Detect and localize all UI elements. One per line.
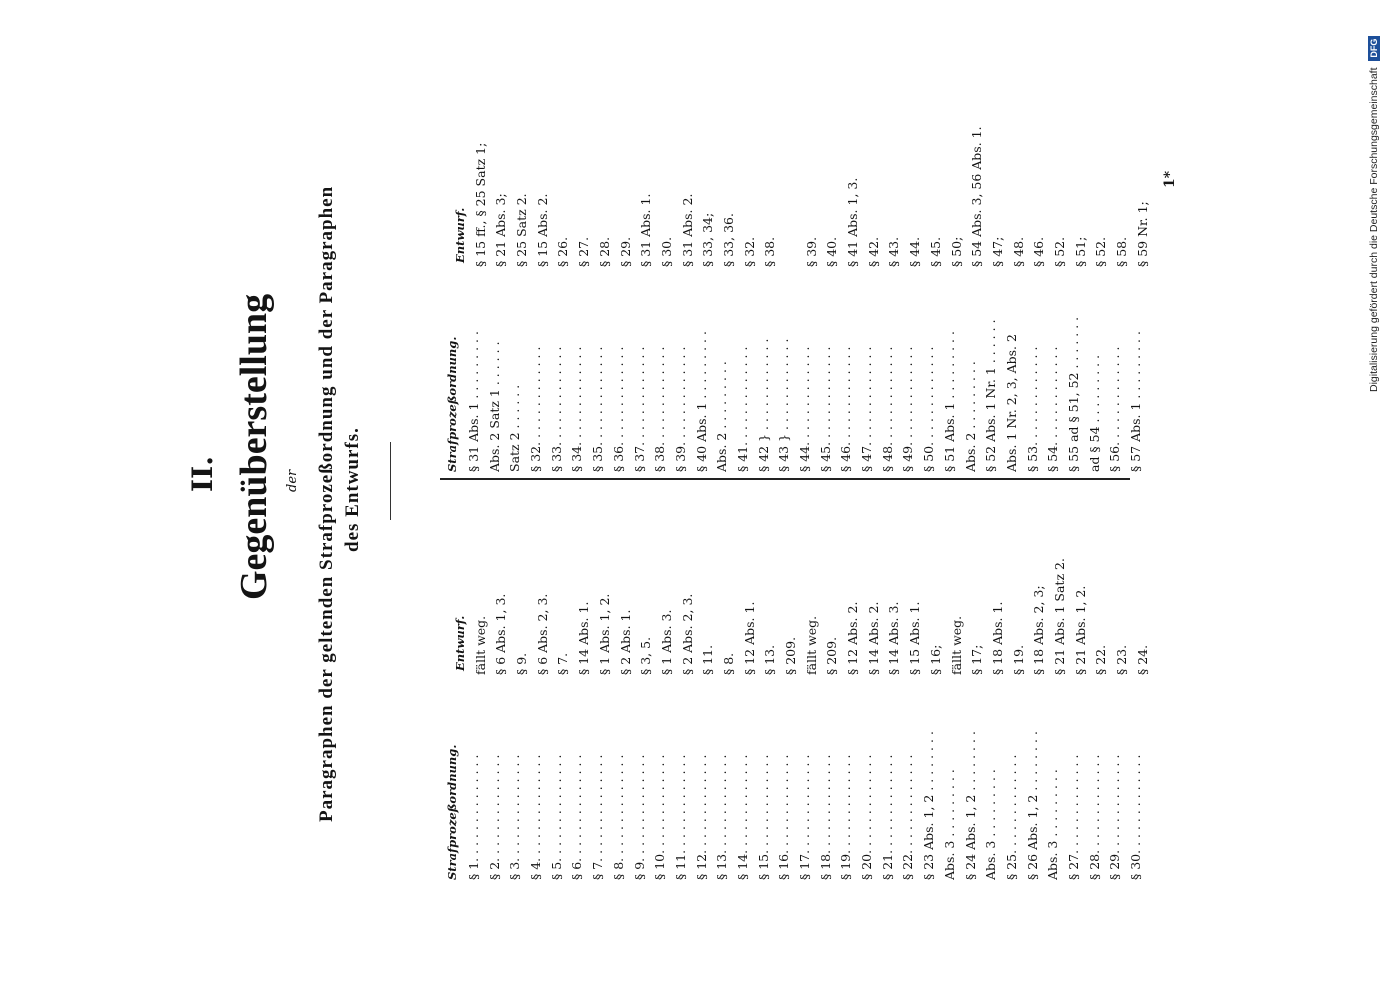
row-strafprozessordnung-ref: § 49. . . . . . . . . . . . . bbox=[900, 346, 916, 472]
row-strafprozessordnung-ref: § 11. . . . . . . . . . . . . bbox=[672, 754, 688, 880]
table-row bbox=[1064, 480, 1088, 880]
table-row bbox=[650, 480, 674, 880]
table-row bbox=[1064, 120, 1088, 472]
row-strafprozessordnung-ref: § 32. . . . . . . . . . . . . bbox=[528, 346, 544, 472]
table-header-row bbox=[440, 480, 467, 880]
row-entwurf-ref: fällt weg. bbox=[803, 615, 819, 675]
section-number: II. bbox=[186, 456, 219, 492]
column-divider bbox=[440, 479, 1130, 481]
row-entwurf-ref: § 50; bbox=[948, 236, 964, 267]
title-rule bbox=[390, 442, 391, 520]
row-entwurf-ref: § 14 Abs. 2. bbox=[865, 601, 881, 675]
digitization-text: Digitalisierung gefördert durch die Deutsche Forschungsgemeinschaft bbox=[1368, 67, 1380, 392]
table-row bbox=[1023, 120, 1047, 472]
row-strafprozessordnung-ref: § 40 Abs. 1 . . . . . . . . . bbox=[693, 331, 709, 472]
row-entwurf-ref: § 59 Nr. 1; bbox=[1134, 201, 1150, 267]
table-row bbox=[1126, 120, 1150, 472]
row-strafprozessordnung-ref: § 52 Abs. 1 Nr. 1 . . . . . . bbox=[983, 319, 999, 472]
table-row bbox=[712, 480, 736, 880]
row-strafprozessordnung-ref: Abs. 2 . . . . . . . . . bbox=[962, 361, 978, 472]
row-strafprozessordnung-ref: § 8. . . . . . . . . . . . . . bbox=[610, 754, 626, 880]
row-entwurf-ref: § 39. bbox=[803, 236, 819, 267]
table-row bbox=[526, 480, 550, 880]
row-entwurf-ref: § 52. bbox=[1093, 236, 1109, 267]
table-row bbox=[630, 120, 654, 472]
row-entwurf-ref: § 8. bbox=[720, 652, 736, 675]
row-entwurf-ref: § 58. bbox=[1114, 236, 1130, 267]
table-row bbox=[1105, 480, 1130, 880]
table-row bbox=[878, 120, 902, 472]
row-entwurf-ref: § 21 Abs. 1, 2. bbox=[1072, 585, 1088, 675]
row-strafprozessordnung-ref: Satz 2 . . . . . . bbox=[507, 384, 523, 472]
table-row bbox=[1126, 480, 1150, 880]
row-strafprozessordnung-ref: § 45. . . . . . . . . . . . . bbox=[817, 346, 833, 472]
row-strafprozessordnung-ref: § 15. . . . . . . . . . . . . bbox=[755, 754, 771, 880]
row-entwurf-ref: § 3, 5. bbox=[638, 636, 654, 675]
table-row bbox=[609, 120, 633, 472]
row-strafprozessordnung-ref: § 56. . . . . . . . . . . . . bbox=[1107, 346, 1123, 472]
row-strafprozessordnung-ref: § 29. . . . . . . . . . . . . bbox=[1107, 754, 1123, 880]
row-entwurf-ref: § 38. bbox=[762, 236, 778, 267]
table-row bbox=[836, 120, 861, 472]
title-connector: der bbox=[285, 469, 300, 492]
header-strafprozessordnung: Strafprozeßordnung. bbox=[445, 336, 459, 472]
table-row bbox=[650, 120, 674, 472]
row-strafprozessordnung-ref: § 10. . . . . . . . . . . . . bbox=[652, 754, 668, 880]
row-entwurf-ref: § 14 Abs. 3. bbox=[886, 601, 902, 675]
table-row bbox=[774, 480, 799, 880]
row-strafprozessordnung-ref: ad § 54 . . . . . . . . . bbox=[1086, 354, 1102, 472]
row-strafprozessordnung-ref: § 31 Abs. 1 . . . . . . . . . bbox=[466, 331, 481, 472]
table-row bbox=[733, 120, 757, 472]
row-strafprozessordnung-ref: § 47. . . . . . . . . . . . . bbox=[859, 346, 875, 472]
row-strafprozessordnung-ref: § 9. . . . . . . . . . . . . . bbox=[631, 754, 647, 880]
table-row bbox=[795, 120, 819, 472]
table-column-group-left bbox=[440, 480, 1150, 880]
row-entwurf-ref: § 25 Satz 2. bbox=[514, 193, 530, 267]
table-row bbox=[816, 480, 840, 880]
row-entwurf-ref: § 48. bbox=[1010, 236, 1026, 267]
row-entwurf-ref: § 42. bbox=[865, 236, 881, 267]
row-strafprozessordnung-ref: § 12. . . . . . . . . . . . . bbox=[693, 754, 709, 880]
header-strafprozessordnung: Strafprozeßordnung. bbox=[445, 744, 459, 880]
row-strafprozessordnung-ref: § 44. . . . . . . . . . . . . bbox=[797, 346, 812, 472]
table-column-group-right bbox=[440, 120, 1150, 472]
row-strafprozessordnung-ref: § 42 } . . . . . . . . . . . . bbox=[755, 338, 771, 472]
row-strafprozessordnung-ref: § 55 ad § 51, 52 . . . . . . . bbox=[1065, 316, 1081, 472]
left-rows bbox=[464, 480, 1150, 880]
row-entwurf-ref: § 23. bbox=[1114, 644, 1130, 675]
table-row bbox=[630, 480, 654, 880]
row-strafprozessordnung-ref: § 21. . . . . . . . . . . . . bbox=[879, 754, 895, 880]
row-entwurf-ref: § 27. bbox=[576, 236, 592, 267]
row-entwurf-ref: § 44. bbox=[907, 236, 923, 267]
row-entwurf-ref: § 51; bbox=[1072, 236, 1088, 267]
row-strafprozessordnung-ref: § 50. . . . . . . . . . . . . bbox=[921, 346, 937, 472]
row-entwurf-ref: § 31 Abs. 2. bbox=[679, 193, 695, 267]
page-title: Gegenüberstellung bbox=[233, 293, 275, 600]
table-row bbox=[567, 480, 592, 880]
table-header-row bbox=[440, 120, 467, 472]
row-entwurf-ref: § 209. bbox=[824, 636, 840, 675]
table-row bbox=[961, 120, 985, 472]
row-entwurf-ref: § 33, 34; bbox=[700, 212, 716, 267]
row-strafprozessordnung-ref: Abs. 3 . . . . . . . . . bbox=[941, 769, 957, 880]
header-entwurf: Entwurf. bbox=[453, 207, 467, 263]
row-entwurf-ref: § 32. bbox=[741, 236, 757, 267]
row-strafprozessordnung-ref: § 48. . . . . . . . . . . . . bbox=[879, 346, 895, 472]
table-row bbox=[754, 120, 778, 472]
row-entwurf-ref: § 28. bbox=[596, 236, 612, 267]
table-row bbox=[836, 480, 861, 880]
table-row bbox=[981, 480, 1005, 880]
row-entwurf-ref: § 46. bbox=[1031, 236, 1047, 267]
row-strafprozessordnung-ref: § 33. . . . . . . . . . . . . bbox=[548, 346, 564, 472]
table-row bbox=[547, 120, 571, 472]
row-strafprozessordnung-ref: § 53. . . . . . . . . . . . . bbox=[1024, 346, 1040, 472]
row-entwurf-ref: § 12 Abs. 1. bbox=[741, 601, 757, 675]
table-row bbox=[671, 120, 695, 472]
table-row bbox=[795, 480, 819, 880]
row-strafprozessordnung-ref: § 37. . . . . . . . . . . . . bbox=[631, 346, 647, 472]
row-entwurf-ref: § 11. bbox=[700, 644, 716, 675]
table-row bbox=[857, 120, 881, 472]
row-strafprozessordnung-ref: § 39. . . . . . . . . . . . . bbox=[672, 346, 688, 472]
row-entwurf-ref: § 13. bbox=[762, 644, 778, 675]
row-entwurf-ref: § 29. bbox=[617, 236, 633, 267]
table-row bbox=[919, 120, 943, 472]
header-entwurf: Entwurf. bbox=[453, 615, 467, 671]
table-row bbox=[919, 480, 943, 880]
table-row bbox=[1085, 480, 1109, 880]
subtitle-line-2: des Entwurfs. bbox=[342, 427, 363, 552]
row-strafprozessordnung-ref: § 28. . . . . . . . . . . . . bbox=[1086, 754, 1102, 880]
row-entwurf-ref: § 6 Abs. 2, 3. bbox=[534, 593, 550, 675]
row-entwurf-ref: § 22. bbox=[1093, 644, 1109, 675]
row-strafprozessordnung-ref: § 22. . . . . . . . . . . . . bbox=[900, 754, 916, 880]
row-strafprozessordnung-ref: Abs. 3 . . . . . . . . . bbox=[1045, 769, 1061, 880]
row-strafprozessordnung-ref: § 46. . . . . . . . . . . . . bbox=[838, 346, 854, 472]
table-row bbox=[878, 480, 902, 880]
row-entwurf-ref: § 2 Abs. 1. bbox=[617, 609, 633, 675]
row-strafprozessordnung-ref: § 6. . . . . . . . . . . . . . bbox=[569, 754, 585, 880]
row-entwurf-ref: § 33, 36. bbox=[720, 213, 736, 267]
row-strafprozessordnung-ref: § 18. . . . . . . . . . . . . bbox=[817, 754, 833, 880]
row-entwurf-ref: § 12 Abs. 2. bbox=[845, 601, 861, 675]
row-entwurf-ref: § 16; bbox=[927, 644, 943, 675]
row-entwurf-ref: § 31 Abs. 1. bbox=[638, 193, 654, 267]
subtitle-line-1: Paragraphen der geltenden Strafprozeßordnung und der Paragraphen bbox=[316, 185, 337, 822]
right-rows bbox=[464, 120, 1150, 472]
row-strafprozessordnung-ref: § 57 Abs. 1 . . . . . . . . . bbox=[1128, 331, 1143, 472]
row-entwurf-ref: § 52. bbox=[1051, 236, 1067, 267]
row-entwurf-ref: § 1 Abs. 1, 2. bbox=[596, 593, 612, 675]
table-row bbox=[898, 120, 923, 472]
table-row bbox=[692, 480, 716, 880]
table-row bbox=[692, 120, 716, 472]
row-strafprozessordnung-ref: § 36. . . . . . . . . . . . . bbox=[610, 346, 626, 472]
row-entwurf-ref: § 26. bbox=[555, 236, 571, 267]
table-row bbox=[526, 120, 550, 472]
row-strafprozessordnung-ref: § 3. . . . . . . . . . . . . . bbox=[507, 754, 523, 880]
table-row bbox=[464, 120, 488, 472]
table-row bbox=[940, 480, 964, 880]
table-row bbox=[1043, 120, 1067, 472]
table-row bbox=[981, 120, 1005, 472]
row-strafprozessordnung-ref: Abs. 1 Nr. 2, 3, Abs. 2 bbox=[1003, 334, 1019, 472]
table-row bbox=[754, 480, 778, 880]
row-entwurf-ref: § 30. bbox=[658, 236, 674, 267]
row-strafprozessordnung-ref: § 54. . . . . . . . . . . . . bbox=[1045, 346, 1061, 472]
table-row bbox=[1002, 120, 1026, 472]
table-row bbox=[588, 120, 612, 472]
row-entwurf-ref: § 41 Abs. 1, 3. bbox=[845, 177, 861, 267]
row-entwurf-ref: § 15 ff., § 25 Satz 1; bbox=[472, 142, 488, 267]
table-row bbox=[733, 480, 757, 880]
digitization-note bbox=[1368, 36, 1380, 392]
table-row bbox=[712, 120, 736, 472]
row-entwurf-ref: § 54 Abs. 3, 56 Abs. 1. bbox=[969, 126, 985, 267]
row-entwurf-ref: § 17; bbox=[969, 644, 985, 675]
row-entwurf-ref: § 209. bbox=[783, 636, 799, 675]
row-entwurf-ref: fällt weg. bbox=[948, 615, 964, 675]
row-strafprozessordnung-ref: § 34. . . . . . . . . . . . . bbox=[569, 346, 585, 472]
row-strafprozessordnung-ref: § 19. . . . . . . . . . . . . bbox=[838, 754, 854, 880]
row-strafprozessordnung-ref: Abs. 2 . . . . . . . . . bbox=[714, 361, 730, 472]
table-row bbox=[1085, 120, 1109, 472]
table-row bbox=[567, 120, 592, 472]
table-row bbox=[1002, 480, 1026, 880]
table-row bbox=[816, 120, 840, 472]
table-row bbox=[961, 480, 985, 880]
table-row bbox=[671, 480, 695, 880]
table-row bbox=[1105, 120, 1130, 472]
row-strafprozessordnung-ref: § 25. . . . . . . . . . . . . bbox=[1003, 754, 1019, 880]
row-strafprozessordnung-ref: § 30. . . . . . . . . . . . . bbox=[1128, 754, 1143, 880]
table-row bbox=[857, 480, 881, 880]
dfg-logo-badge: DFG bbox=[1368, 36, 1380, 61]
row-strafprozessordnung-ref: § 43 } . . . . . . . . . . . . bbox=[776, 338, 792, 472]
row-strafprozessordnung-ref: § 16. . . . . . . . . . . . . bbox=[776, 754, 792, 880]
table-row bbox=[609, 480, 633, 880]
row-strafprozessordnung-ref: § 51 Abs. 1 . . . . . . . . . bbox=[941, 331, 957, 472]
row-entwurf-ref: § 24. bbox=[1134, 644, 1150, 675]
row-strafprozessordnung-ref: § 26 Abs. 1, 2 . . . . . . . . bbox=[1024, 731, 1040, 880]
row-strafprozessordnung-ref: § 5. . . . . . . . . . . . . . bbox=[548, 754, 564, 880]
row-strafprozessordnung-ref: § 17. . . . . . . . . . . . . bbox=[797, 754, 812, 880]
table-row bbox=[774, 120, 795, 472]
row-strafprozessordnung-ref: § 41. . . . . . . . . . . . . bbox=[734, 346, 750, 472]
row-entwurf-ref: § 1 Abs. 3. bbox=[658, 609, 674, 675]
row-strafprozessordnung-ref: § 7. . . . . . . . . . . . . . bbox=[590, 754, 606, 880]
table-row bbox=[547, 480, 571, 880]
row-strafprozessordnung-ref: § 14. . . . . . . . . . . . . bbox=[734, 754, 750, 880]
table-row bbox=[898, 480, 923, 880]
row-entwurf-ref: § 43. bbox=[886, 236, 902, 267]
page-mark: 1* bbox=[1162, 170, 1178, 188]
row-entwurf-ref: fällt weg. bbox=[472, 615, 488, 675]
row-entwurf-ref: § 40. bbox=[824, 236, 840, 267]
row-entwurf-ref: § 19. bbox=[1010, 644, 1026, 675]
table-row bbox=[1043, 480, 1067, 880]
row-strafprozessordnung-ref: § 38. . . . . . . . . . . . . bbox=[652, 346, 668, 472]
table-row bbox=[464, 480, 488, 880]
row-entwurf-ref: § 2 Abs. 2, 3. bbox=[679, 593, 695, 675]
row-strafprozessordnung-ref: § 24 Abs. 1, 2 . . . . . . . . bbox=[962, 731, 978, 880]
row-entwurf-ref: § 15 Abs. 2. bbox=[534, 193, 550, 267]
row-entwurf-ref: § 7. bbox=[555, 652, 571, 675]
table-row bbox=[485, 480, 509, 880]
row-strafprozessordnung-ref: § 23 Abs. 1, 2 . . . . . . . . bbox=[921, 731, 937, 880]
row-strafprozessordnung-ref: § 35. . . . . . . . . . . . . bbox=[590, 346, 606, 472]
row-entwurf-ref: § 18 Abs. 1. bbox=[989, 601, 1005, 675]
row-entwurf-ref: § 18 Abs. 2, 3; bbox=[1031, 585, 1047, 675]
row-strafprozessordnung-ref: § 1. . . . . . . . . . . . . . bbox=[466, 754, 481, 880]
table-row bbox=[505, 120, 530, 472]
table-row bbox=[505, 480, 530, 880]
row-strafprozessordnung-ref: § 2. . . . . . . . . . . . . . bbox=[486, 754, 502, 880]
row-entwurf-ref: § 14 Abs. 1. bbox=[576, 601, 592, 675]
row-strafprozessordnung-ref: Abs. 2 Satz 1 . . . . . . bbox=[486, 341, 502, 472]
row-strafprozessordnung-ref: § 13. . . . . . . . . . . . . bbox=[714, 754, 730, 880]
row-entwurf-ref: § 6 Abs. 1, 3. bbox=[493, 593, 509, 675]
row-strafprozessordnung-ref: Abs. 3 . . . . . . . . . bbox=[983, 769, 999, 880]
concordance-table bbox=[440, 120, 1150, 880]
table-row bbox=[588, 480, 612, 880]
table-row bbox=[1023, 480, 1047, 880]
row-strafprozessordnung-ref: § 27. . . . . . . . . . . . . bbox=[1065, 754, 1081, 880]
row-entwurf-ref: § 15 Abs. 1. bbox=[907, 601, 923, 675]
row-strafprozessordnung-ref: § 20. . . . . . . . . . . . . bbox=[859, 754, 875, 880]
table-row bbox=[940, 120, 964, 472]
row-entwurf-ref: § 9. bbox=[514, 652, 530, 675]
table-row bbox=[485, 120, 509, 472]
row-strafprozessordnung-ref: § 4. . . . . . . . . . . . . . bbox=[528, 754, 544, 880]
row-entwurf-ref: § 45. bbox=[927, 236, 943, 267]
row-entwurf-ref: § 21 Abs. 1 Satz 2. bbox=[1051, 558, 1067, 675]
row-entwurf-ref: § 21 Abs. 3; bbox=[493, 193, 509, 267]
row-entwurf-ref: § 47; bbox=[989, 236, 1005, 267]
